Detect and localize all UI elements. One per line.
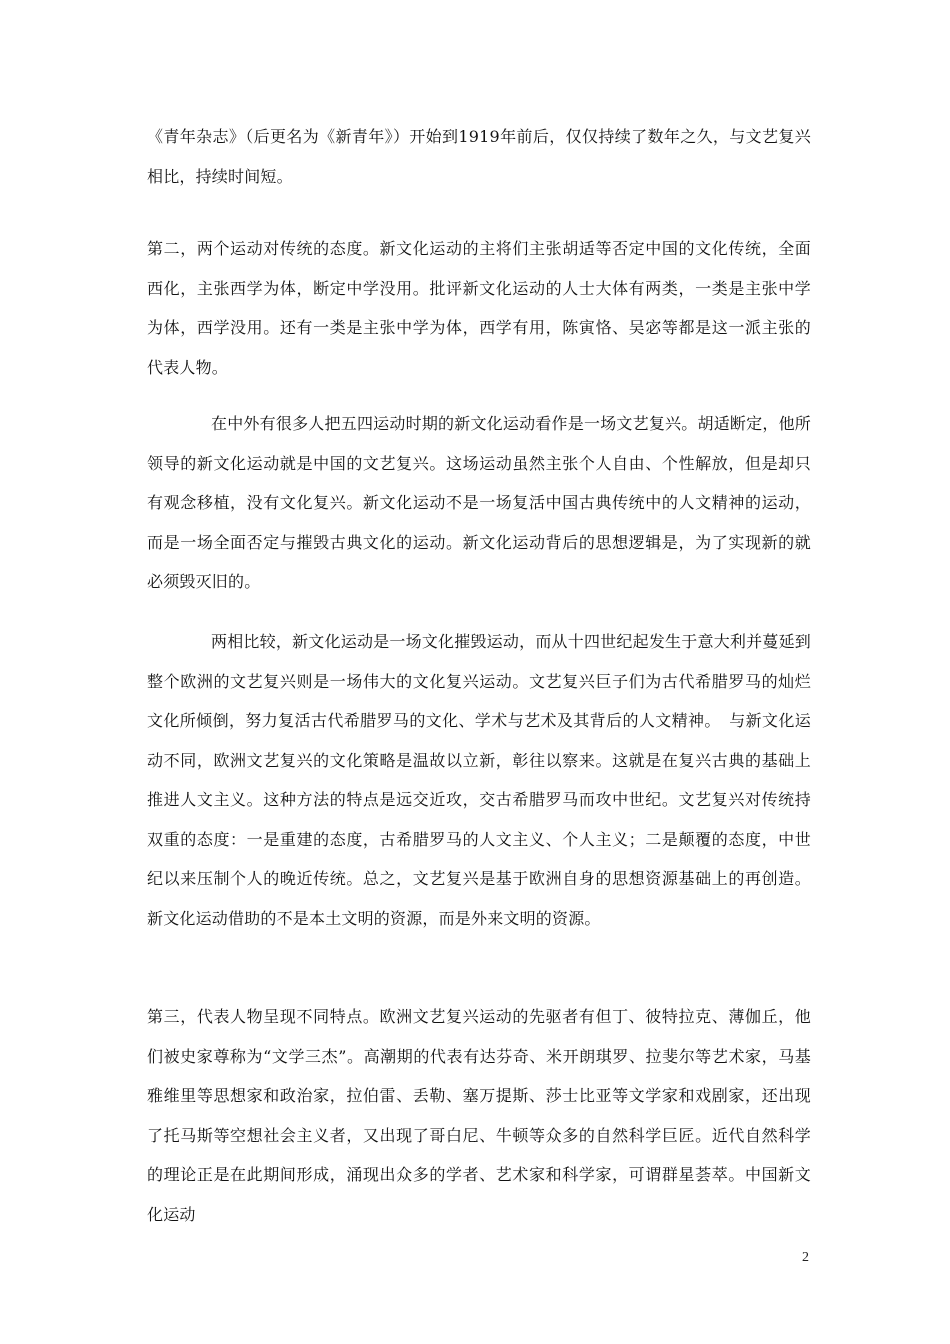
paragraph-contrast [147, 622, 811, 938]
page-number: 2 [802, 1250, 809, 1265]
paragraph-text: 在中外有很多人把五四运动时期的新文化运动看作是一场文艺复兴。胡适断定，他所领导的新文化运动就是中国的文艺复兴。这场运动虽然主张个人自由、个性解放，但是却只有观念移植，没有文化复兴。新文化运动不是一场复活中国古典传统中的人文精神的运动，而是一场全面否定与摧毁古典文化的运动。新文化运动背后的思想逻辑是，为了实现新的就必须毁灭旧的。 [147, 414, 811, 591]
paragraph-text: 第三，代表人物呈现不同特点。欧洲文艺复兴运动的先驱者有但丁、彼特拉克、薄伽丘，他们被史家尊称为“文学三杰”。高潮期的代表有达芬奇、米开朗琪罗、拉斐尔等艺术家，马基雅维里等思想家和政治家，拉伯雷、丢勒、塞万提斯、莎士比亚等文学家和戏剧家，还出现了托马斯等空想社会主义者，又出现了哥白尼、牛顿等众多的自然科学巨匠。近代自然科学的理论正是在此期间形成，涌现出众多的学者、艺术家和科学家，可谓群星荟萃。中国新文化运动 [147, 1007, 811, 1224]
paragraph-renaissance-comparison [147, 404, 811, 602]
paragraph-third-point [147, 997, 811, 1234]
paragraph-text: 两相比较，新文化运动是一场文化摧毁运动，而从十四世纪起发生于意大利并蔓延到整个欧洲的文艺复兴则是一场伟大的文化复兴运动。文艺复兴巨子们为古代希腊罗马的灿烂文化所倾倒，努力复活古代希腊罗马的文化、学术与艺术及其背后的人文精神。 与新文化运动不同，欧洲文艺复兴的文化策略是温故以立新，彰往以察来。这就是在复兴古典的基础上推进人文主义。这种方法的特点是远交近攻，交古希腊罗马而攻中世纪。文艺复兴对传统持双重的态度：一是重建的态度，古希腊罗马的人文主义、个人主义；二是颠覆的态度，中世纪以来压制个人的晚近传统。总之，文艺复兴是基于欧洲自身的思想资源基础上的再创造。新文化运动借助的不是本土文明的资源，而是外来文明的资源。 [147, 632, 811, 928]
paragraph-text: 第二，两个运动对传统的态度。新文化运动的主将们主张胡适等否定中国的文化传统，全面西化，主张西学为体，断定中学没用。批评新文化运动的人士大体有两类，一类是主张中学为体，西学没用。还有一类是主张中学为体，西学有用，陈寅恪、吴宓等都是这一派主张的代表人物。 [147, 239, 811, 377]
paragraph-text: 《青年杂志》（后更名为《新青年》）开始到1919年前后，仅仅持续了数年之久，与文艺复兴相比，持续时间短。 [147, 127, 811, 186]
paragraph-second-point [147, 229, 811, 387]
paragraph-continuation [147, 117, 811, 196]
